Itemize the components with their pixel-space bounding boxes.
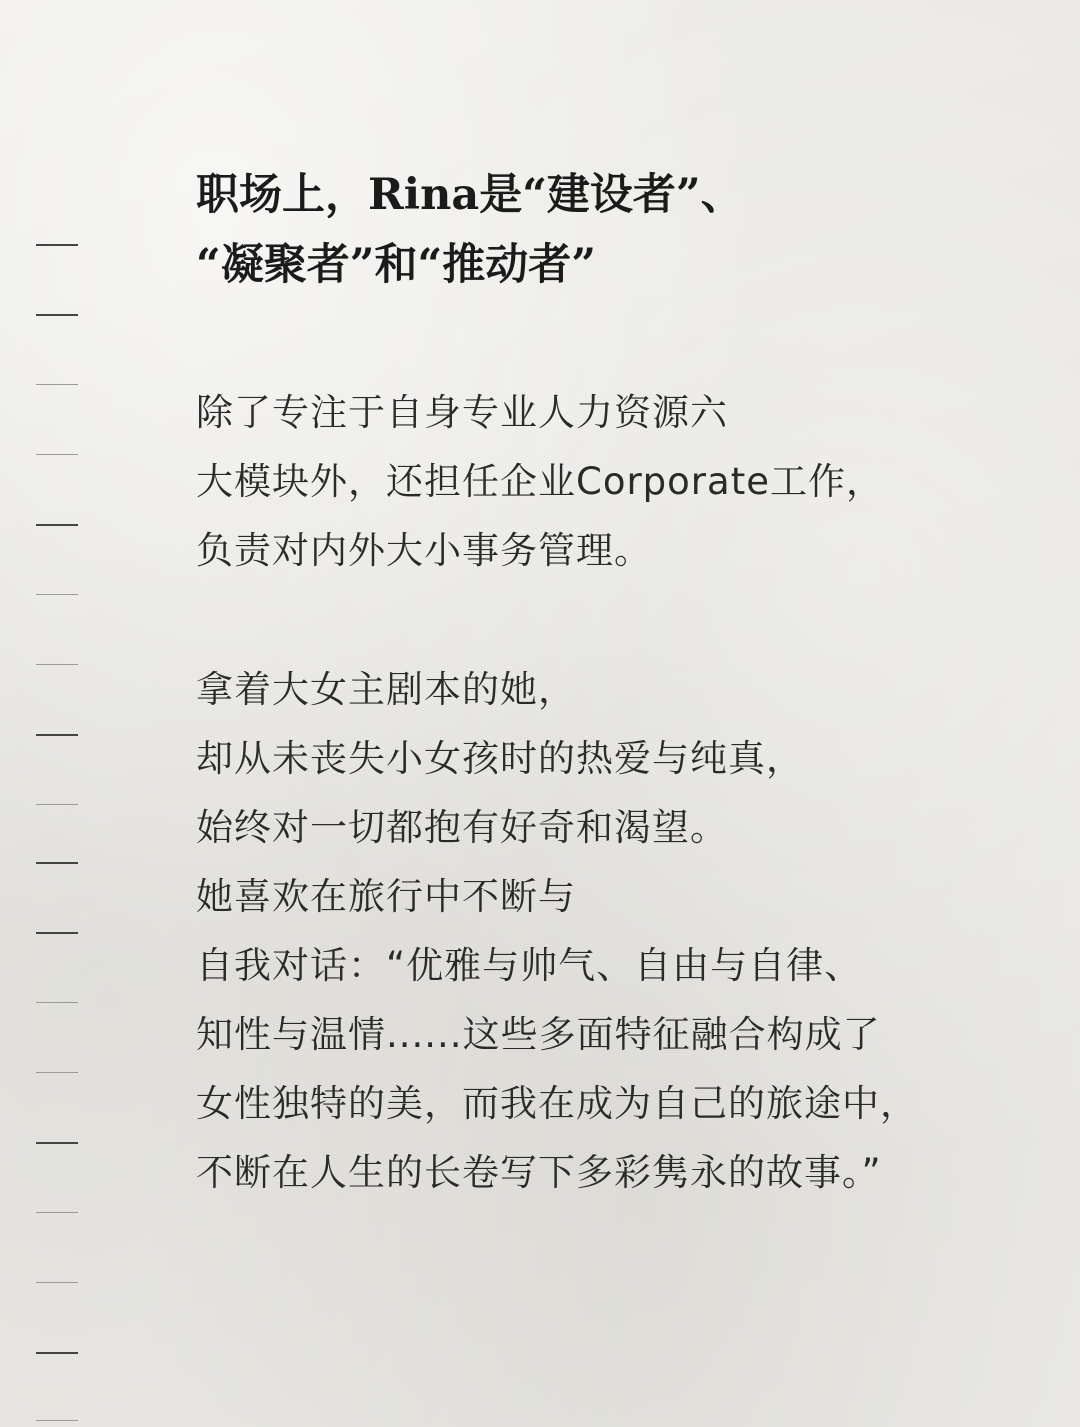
margin-rule bbox=[36, 1212, 78, 1213]
margin-rule bbox=[36, 734, 78, 736]
paragraph-line: 拿着大女主剧本的她， bbox=[196, 668, 576, 711]
paragraph-career bbox=[196, 378, 1036, 585]
paragraph-line: 知性与温情......这些多面特征融合构成了 bbox=[196, 1013, 881, 1056]
title-line: “凝聚者”和“推动者” bbox=[196, 240, 596, 290]
paragraph-personality bbox=[196, 655, 1036, 1207]
paragraph-line: 她喜欢在旅行中不断与 bbox=[196, 875, 576, 918]
paragraph-line: 大模块外，还担任企业Corporate工作， bbox=[196, 460, 884, 503]
paragraph-line: 始终对一切都抱有好奇和渴望。 bbox=[196, 806, 728, 849]
margin-rule bbox=[36, 1420, 78, 1421]
article-content bbox=[196, 160, 1036, 1277]
margin-rule bbox=[36, 314, 78, 316]
paragraph-line: 不断在人生的长卷写下多彩隽永的故事。” bbox=[196, 1151, 882, 1194]
paragraph-line: 却从未丧失小女孩时的热爱与纯真， bbox=[196, 737, 804, 780]
margin-rule bbox=[36, 454, 78, 455]
margin-rule bbox=[36, 1002, 78, 1003]
paragraph-line: 除了专注于自身专业人力资源六 bbox=[196, 391, 728, 434]
margin-rule bbox=[36, 1282, 78, 1283]
margin-rule bbox=[36, 244, 78, 246]
paragraph-line: 女性独特的美，而我在成为自己的旅途中， bbox=[196, 1082, 918, 1125]
margin-rule bbox=[36, 524, 78, 526]
margin-rule bbox=[36, 594, 78, 595]
margin-rule bbox=[36, 384, 78, 385]
paragraph-line: 负责对内外大小事务管理。 bbox=[196, 529, 652, 572]
paragraph-line: 自我对话：“优雅与帅气、自由与自律、 bbox=[196, 944, 863, 987]
margin-rule bbox=[36, 664, 78, 665]
margin-rules bbox=[36, 0, 78, 1427]
article-title bbox=[196, 160, 1036, 300]
title-line: 职场上，Rina是“建设者”、 bbox=[196, 170, 744, 220]
margin-rule bbox=[36, 1352, 78, 1354]
margin-rule bbox=[36, 862, 78, 864]
margin-rule bbox=[36, 1072, 78, 1073]
margin-rule bbox=[36, 804, 78, 805]
margin-rule bbox=[36, 932, 78, 934]
margin-rule bbox=[36, 1142, 78, 1144]
